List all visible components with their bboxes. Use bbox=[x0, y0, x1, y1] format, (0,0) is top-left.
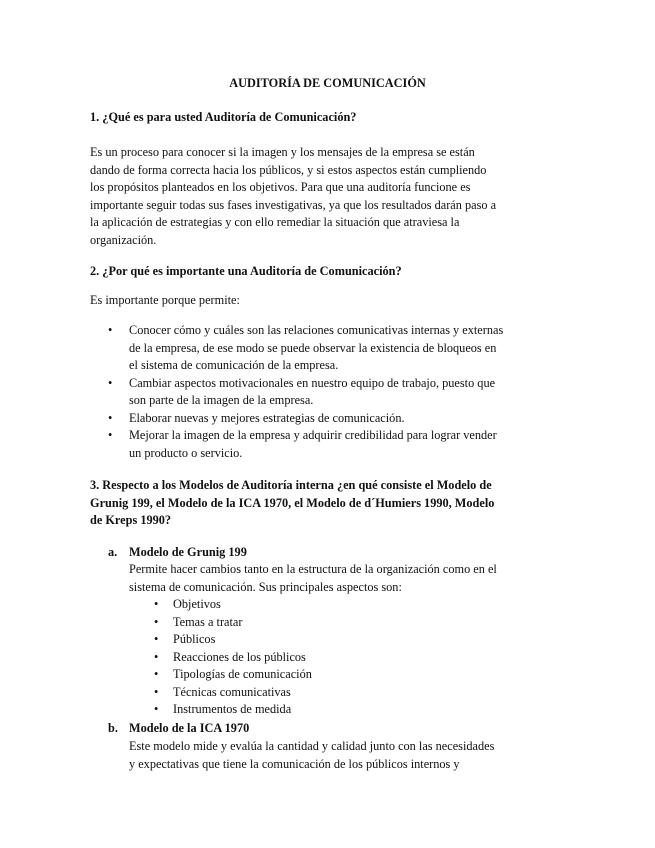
bullet-icon: • bbox=[108, 428, 113, 442]
q1-line: dando de forma correcta hacia los públicos, y si estos aspectos están cumpliendo bbox=[90, 162, 487, 177]
list-item: • Públicos bbox=[129, 631, 529, 649]
document-title: AUDITORÍA DE COMUNICACIÓN bbox=[229, 76, 426, 90]
model-b-heading bbox=[108, 720, 249, 738]
model-a-paragraph: Permite hacer cambios tanto en la estructura de la organización como en el sistema de comunicación. Sus principales aspectos son: bbox=[129, 562, 497, 594]
bullet-icon: • bbox=[108, 323, 113, 337]
list-item: • Cambiar aspectos motivacionales en nuestro equipo de trabajo, puesto que son parte de la imagen de la empresa. bbox=[108, 375, 496, 407]
list-item: • Tipologías de comunicación bbox=[129, 666, 529, 684]
model-a-title: Modelo de Grunig 199 bbox=[129, 545, 247, 559]
q1-line: Es un proceso para conocer si la imagen y los mensajes de la empresa se están bbox=[90, 145, 475, 159]
q2-heading: 2. ¿Por qué es importante una Auditoría de Comunicación? bbox=[90, 264, 402, 278]
q3-heading: 3. Respecto a los Modelos de Auditoría interna ¿en qué consiste el Modelo de Grunig 199, el Modelo de la ICA 1970, el Modelo de d´Humiers 1990, Modelo de Kreps 1990? bbox=[90, 478, 495, 527]
q1-line: importante seguir todas sus fases investigativas, ya que los resultados darán paso a bbox=[90, 197, 497, 212]
q1-line: la aplicación de estrategias y con ello remediar la situación que atraviesa la bbox=[90, 215, 460, 229]
q1-line: los propósitos planteados en los objetivos. Para que una auditoría funcione es bbox=[90, 180, 471, 194]
model-a-label: a. bbox=[108, 545, 118, 559]
q2-intro: Es importante porque permite: bbox=[90, 293, 240, 307]
q1-paragraph bbox=[90, 144, 530, 249]
q1-line: organización. bbox=[90, 232, 157, 247]
model-a-heading bbox=[108, 544, 247, 562]
bullet-icon: • bbox=[108, 410, 113, 425]
bullet-icon: • bbox=[154, 702, 159, 716]
model-b-label: b. bbox=[108, 721, 118, 735]
list-item: • Temas a tratar bbox=[129, 614, 529, 632]
model-a-list bbox=[129, 596, 529, 719]
model-b-title: Modelo de la ICA 1970 bbox=[129, 721, 250, 735]
model-b-paragraph: Este modelo mide y evalúa la cantidad y calidad junto con las necesidades y expectativas que tiene la comunicación de los públicos internos y bbox=[129, 739, 495, 771]
list-item: • Técnicas comunicativas bbox=[129, 684, 529, 702]
list-item: • Reacciones de los públicos bbox=[129, 649, 529, 667]
bullet-icon: • bbox=[154, 597, 159, 611]
bullet-icon: • bbox=[154, 632, 159, 646]
list-item: • Elaborar nuevas y mejores estrategias de comunicación. bbox=[90, 410, 535, 428]
bullet-icon: • bbox=[154, 614, 159, 629]
q1-heading: 1. ¿Qué es para usted Auditoría de Comunicación? bbox=[90, 110, 357, 124]
bullet-icon: • bbox=[154, 667, 159, 681]
list-item: • Instrumentos de medida bbox=[129, 701, 529, 719]
list-item: • Conocer cómo y cuáles son las relaciones comunicativas internas y externas de la empresa, de ese modo se puede observar la existencia de bloqueos en el sistema de comunicación de la empresa. bbox=[108, 323, 504, 372]
bullet-icon: • bbox=[154, 684, 159, 699]
q2-bullet-list bbox=[90, 322, 535, 462]
list-item: • Mejorar la imagen de la empresa y adquirir credibilidad para lograr vender un producto o servicio. bbox=[108, 428, 497, 460]
bullet-icon: • bbox=[154, 649, 159, 664]
bullet-icon: • bbox=[108, 375, 113, 390]
list-item: • Objetivos bbox=[129, 596, 529, 614]
